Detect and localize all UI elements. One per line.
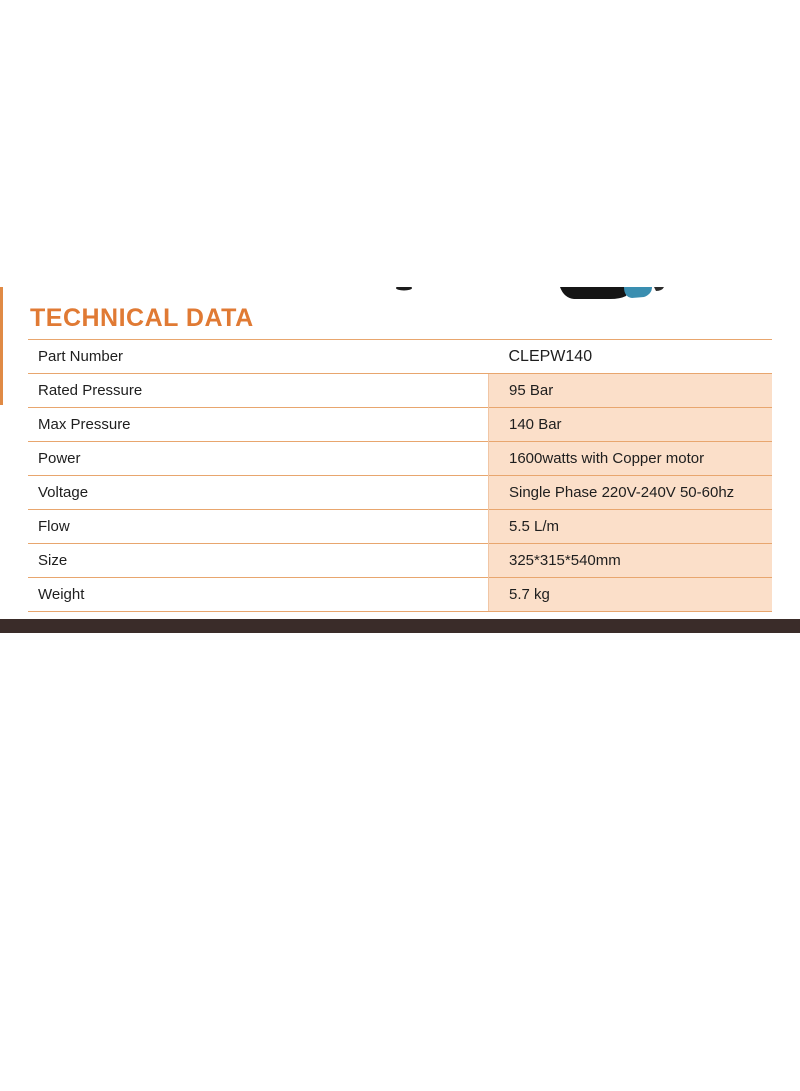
spec-row-size bbox=[28, 544, 772, 578]
spec-row-rated-pressure bbox=[28, 374, 772, 408]
spec-value: 5.5 L/m bbox=[489, 510, 773, 544]
product-image-fragment-left bbox=[395, 287, 413, 292]
spec-row-max-pressure bbox=[28, 408, 772, 442]
left-accent-line bbox=[0, 287, 3, 405]
spec-label: Part Number bbox=[28, 340, 489, 374]
spec-row-part-number bbox=[28, 340, 772, 374]
spec-row-power bbox=[28, 442, 772, 476]
spec-label: Voltage bbox=[28, 476, 489, 510]
spec-value: 1600watts with Copper motor bbox=[489, 442, 773, 476]
section-title: TECHNICAL DATA bbox=[30, 304, 254, 332]
spec-value: CLEPW140 bbox=[489, 340, 773, 374]
spec-row-voltage bbox=[28, 476, 772, 510]
bottom-divider-bar bbox=[0, 619, 800, 633]
product-image-fragment bbox=[560, 287, 664, 299]
spec-value: 325*315*540mm bbox=[489, 544, 773, 578]
spec-label: Power bbox=[28, 442, 489, 476]
spec-label: Rated Pressure bbox=[28, 374, 489, 408]
spec-table bbox=[28, 339, 772, 612]
spec-label: Max Pressure bbox=[28, 408, 489, 442]
spec-label: Weight bbox=[28, 578, 489, 612]
spec-value: 140 Bar bbox=[489, 408, 773, 442]
spec-row-weight bbox=[28, 578, 772, 612]
spec-value: 5.7 kg bbox=[489, 578, 773, 612]
spec-value: Single Phase 220V-240V 50-60hz bbox=[489, 476, 773, 510]
spec-label: Size bbox=[28, 544, 489, 578]
spec-label: Flow bbox=[28, 510, 489, 544]
technical-data-panel bbox=[0, 287, 800, 633]
spec-row-flow bbox=[28, 510, 772, 544]
spec-value: 95 Bar bbox=[489, 374, 773, 408]
